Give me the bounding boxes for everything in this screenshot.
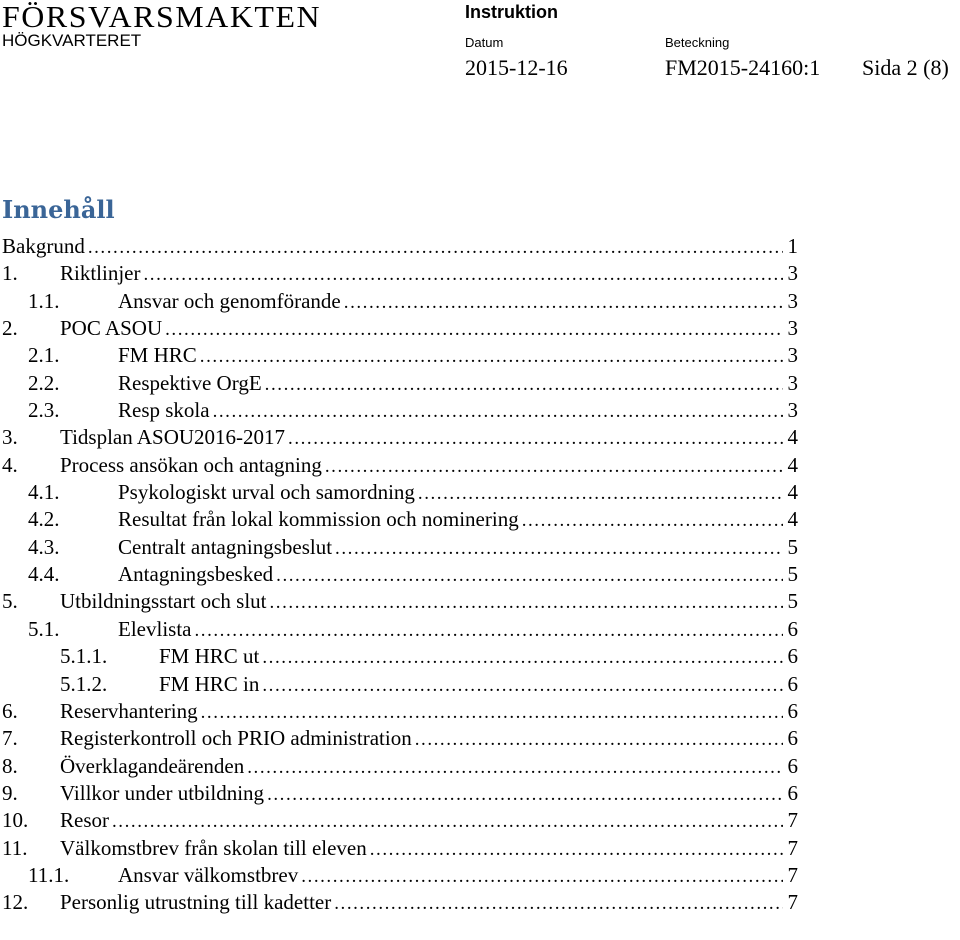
toc-entry-page: 6	[787, 780, 798, 805]
toc-entry-page: 6	[787, 644, 798, 669]
toc-dot-leader	[344, 288, 783, 316]
toc-dot-leader	[165, 315, 783, 343]
toc-entry-page: 6	[787, 616, 798, 641]
toc-entry-title: Riktlinjer	[60, 261, 141, 286]
toc-entry-title: Överklagandeärenden	[60, 753, 245, 778]
toc-entry-title: Utbildningsstart och slut	[60, 589, 267, 614]
toc-entry-title: Resor	[60, 808, 109, 833]
toc-entry[interactable]	[2, 780, 798, 807]
toc-entry-page: 7	[787, 835, 798, 860]
toc-entry[interactable]	[2, 506, 798, 533]
toc-entry-number: 2.2.	[28, 370, 60, 395]
toc-entry[interactable]	[2, 698, 798, 725]
toc-entry-page: 4	[787, 507, 798, 532]
date-label: Datum	[465, 35, 504, 50]
toc-entry-title: Centralt antagningsbeslut	[118, 534, 333, 559]
toc-entry-title: Ansvar välkomstbrev	[118, 862, 299, 887]
toc-entry-number: 4.	[2, 452, 18, 477]
toc-entry-number: 2.	[2, 316, 18, 341]
toc-dot-leader	[262, 671, 783, 699]
toc-entry[interactable]	[2, 370, 798, 397]
toc-entry[interactable]	[2, 260, 798, 287]
toc-entry-number: 1.1.	[28, 288, 60, 313]
toc-entry[interactable]	[2, 452, 798, 479]
toc-entry[interactable]	[2, 588, 798, 615]
toc-entry-page: 1	[787, 234, 798, 258]
toc-entry[interactable]	[2, 835, 798, 862]
toc-entry-page: 6	[787, 726, 798, 751]
toc-entry-number: 4.2.	[28, 507, 60, 532]
organization-logo	[2, 0, 322, 50]
toc-dot-leader	[247, 753, 783, 781]
toc-dot-leader	[144, 260, 784, 288]
toc-entry-page: 6	[787, 671, 798, 696]
toc-entry-number: 10.	[2, 808, 29, 833]
toc-dot-leader	[288, 424, 783, 452]
toc-entry-page: 7	[787, 862, 798, 887]
toc-entry[interactable]	[2, 807, 798, 834]
toc-entry[interactable]	[2, 643, 798, 670]
toc-entry-title: Tidsplan ASOU2016-2017	[60, 425, 286, 450]
toc-entry-title: Välkomstbrev från skolan till eleven	[60, 835, 367, 860]
toc-entry-number: 4.3.	[28, 534, 60, 559]
toc-entry[interactable]	[2, 288, 798, 315]
toc-entry-title: FM HRC	[118, 343, 197, 368]
toc-entry-title: POC ASOU	[60, 316, 163, 341]
toc-entry[interactable]	[2, 725, 798, 752]
toc-entry-number: 12.	[2, 890, 29, 915]
toc-dot-leader	[522, 506, 783, 534]
toc-entry[interactable]	[2, 753, 798, 780]
toc-entry-page: 3	[787, 261, 798, 286]
toc-dot-leader	[276, 561, 783, 589]
toc-entry-title: Registerkontroll och PRIO administration	[60, 726, 412, 751]
toc-entry-page: 3	[787, 316, 798, 341]
toc-entry-title: Villkor under utbildning	[60, 780, 265, 805]
toc-entry[interactable]	[2, 397, 798, 424]
toc-dot-leader	[270, 588, 784, 616]
toc-entry-number: 2.3.	[28, 398, 60, 423]
toc-entry[interactable]	[2, 424, 798, 451]
toc-dot-leader	[415, 725, 783, 753]
toc-entry-page: 4	[787, 425, 798, 450]
toc-entry-title: Resp skola	[118, 398, 210, 423]
toc-dot-leader	[112, 807, 783, 835]
toc-entry-page: 7	[787, 890, 798, 915]
table-of-contents	[2, 233, 798, 917]
toc-entry-page: 3	[787, 343, 798, 368]
toc-entry-title: Elevlista	[118, 616, 192, 641]
toc-dot-leader	[194, 616, 783, 644]
toc-dot-leader	[325, 452, 783, 480]
reference-value: FM2015-24160:1	[665, 55, 821, 80]
toc-entry-title: Resultat från lokal kommission och nominering	[118, 507, 519, 532]
reference-label: Beteckning	[665, 35, 730, 50]
toc-entry-page: 3	[787, 288, 798, 313]
toc-entry-page: 6	[787, 753, 798, 778]
toc-entry-number: 11.1.	[28, 862, 70, 887]
toc-entry[interactable]	[2, 616, 798, 643]
toc-entry-number: 5.1.1.	[60, 644, 108, 669]
date-value: 2015-12-16	[465, 55, 568, 80]
toc-entry-page: 6	[787, 698, 798, 723]
toc-dot-leader	[335, 534, 783, 562]
document-type: Instruktion	[465, 2, 558, 22]
toc-entry-number: 6.	[2, 698, 18, 723]
toc-dot-leader	[88, 233, 783, 261]
toc-entry[interactable]	[2, 342, 798, 369]
toc-entry[interactable]	[2, 862, 798, 889]
toc-entry[interactable]	[2, 233, 798, 260]
toc-entry-number: 5.1.	[28, 616, 60, 641]
toc-entry-title: Reservhantering	[60, 698, 198, 723]
toc-entry-number: 1.	[2, 261, 18, 286]
toc-dot-leader	[334, 889, 783, 917]
toc-entry-number: 7.	[2, 726, 18, 751]
toc-entry-number: 4.1.	[28, 480, 60, 505]
toc-dot-leader	[301, 862, 783, 890]
toc-entry-page: 4	[787, 452, 798, 477]
toc-dot-leader	[262, 643, 783, 671]
toc-entry-title: Personlig utrustning till kadetter	[60, 890, 332, 915]
page-info: Sida 2 (8)	[862, 55, 949, 80]
toc-entry[interactable]	[2, 534, 798, 561]
toc-entry-number: 4.4.	[28, 562, 60, 587]
toc-entry-page: 7	[787, 808, 798, 833]
toc-entry-number: 2.1.	[28, 343, 60, 368]
toc-entry[interactable]	[2, 561, 798, 588]
toc-heading: Innehåll	[2, 195, 115, 224]
org-unit: HÖGKVARTERET	[2, 31, 142, 50]
toc-entry[interactable]	[2, 479, 798, 506]
toc-entry-title: Ansvar och genomförande	[118, 288, 341, 313]
toc-entry-title: Process ansökan och antagning	[60, 452, 322, 477]
toc-entry-page: 4	[787, 480, 798, 505]
toc-dot-leader	[370, 835, 783, 863]
toc-entry-number: 8.	[2, 753, 18, 778]
toc-entry-number: 11.	[2, 835, 28, 860]
toc-dot-leader	[267, 780, 783, 808]
toc-entry-title: Psykologiskt urval och samordning	[118, 480, 415, 505]
toc-entry-number: 9.	[2, 780, 18, 805]
toc-entry-page: 5	[787, 562, 798, 587]
toc-entry-page: 3	[787, 370, 798, 395]
toc-entry-title: Bakgrund	[2, 234, 85, 258]
toc-entry-title: Antagningsbesked	[118, 562, 274, 587]
toc-entry[interactable]	[2, 671, 798, 698]
toc-entry-number: 5.	[2, 589, 18, 614]
toc-entry-page: 5	[787, 534, 798, 559]
toc-entry-page: 3	[787, 398, 798, 423]
org-name: FÖRSVARSMAKTEN	[2, 0, 322, 34]
toc-entry-title: FM HRC in	[159, 671, 260, 696]
toc-entry[interactable]	[2, 315, 798, 342]
toc-entry-title: Respektive OrgE	[118, 370, 262, 395]
toc-dot-leader	[201, 698, 783, 726]
toc-entry-number: 5.1.2.	[60, 671, 108, 696]
toc-dot-leader	[200, 342, 783, 370]
toc-entry-number: 3.	[2, 425, 18, 450]
toc-entry[interactable]	[2, 889, 798, 916]
toc-entry-page: 5	[787, 589, 798, 614]
toc-dot-leader	[213, 397, 783, 425]
toc-dot-leader	[418, 479, 783, 507]
toc-entry-title: FM HRC ut	[159, 644, 260, 669]
toc-dot-leader	[265, 370, 783, 398]
